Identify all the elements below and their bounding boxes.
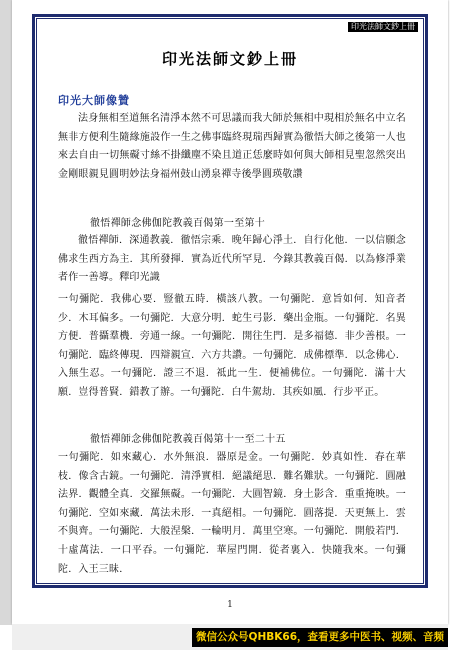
page-title: 印光法師文鈔上冊 xyxy=(161,50,298,68)
body-paragraph-1: 法身無相至道無名清淨本然不可思議而我大師於無相中現相於無名中立名無非方便利生隨緣施設作一生之佛事臨終現瑞西歸實為徹悟大師之後第一人也來去自由一切無礙寸絲不掛纖塵不染且道正恁麼時如何與大師相見聖忽然突出金剛眼親見圓明妙法身福州鼓山湧泉禪寺後學圓瑛敬讚 xyxy=(58,113,406,180)
verses-block-1: 一句彌陀．我佛心要．豎徹五時．橫該八教。一句彌陀．意旨如何．知音者少．木耳偏多。一句彌陀．大意分明．蛇生弓影．藥出金瓶。一句彌陀．名異方便．普攝羣機．旁通一線。一句彌陀．開往生門．是多福德．非少善根。一句彌陀．臨終傳現．四辯親宣．六方共讚。一句彌陀．成佛標準．以念佛心．入無生忍。一句彌陀．證三不退．祗此一生．便補佛位。一句彌陀．滿十大願．豈得普賢．錯教了辦。一句彌陀．白牛駕劫．其疾如風．行步平正。 xyxy=(58,294,406,398)
subheading-1: 徹悟禪師念佛伽陀教義百偈第一至第十 xyxy=(90,218,266,229)
document-page xyxy=(12,0,448,624)
section-heading: 印光大師像贊 xyxy=(58,94,130,107)
verses-block-2: 一句彌陀．如來藏心．水外無浪．器原是金。一句彌陀．妙真如性．春在華枝．像含古鏡。一句彌陀．清淨實相．絕議絕思．難名難狀。一句彌陀．圓融法界．觀體全真．交羅無礙。一句彌陀．大圓智鏡．身土影含．重重掩映。一句彌陀．空如來藏．萬法未形．一真絕相。一句彌陀．圓落提．天更無上．雲不與齊。一句彌陀．大般涅槃．一輪明月．萬里空寒。一句彌陀．開般若門．十虛萬法．一口平吞。一句彌陀．華屋門開．從者裏入．快隨我來。一句彌陀．入王三昧． xyxy=(58,452,406,575)
body-paragraph-2: 徹悟禪師．深通教義．徹悟宗乘．晚年歸心淨土．自行化他．一以信願念佛求生西方為主．其所發揮．實為近代所罕見．今錄其教義百偈．以為修淨業者作一善導。釋印光識 xyxy=(58,235,406,284)
corner-title-label: 印光法師文鈔上冊 xyxy=(348,22,418,32)
subheading-2: 徹悟禪師念佛伽陀教義百偈第十一至二十五 xyxy=(90,434,286,445)
page-number: 1 xyxy=(227,600,233,610)
footer-banner: 微信公众号QHBK66，查看更多中医书、视频、音频 xyxy=(192,628,448,647)
